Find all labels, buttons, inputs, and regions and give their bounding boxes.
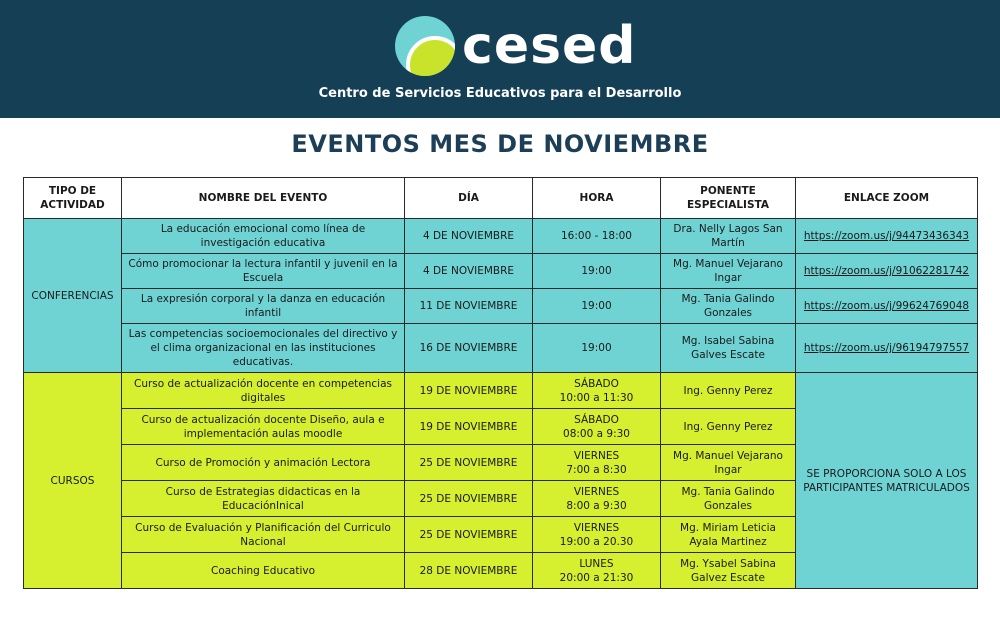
event-name: Curso de Estrategias didacticas en la EducaciónInical [122,481,405,517]
event-name: Las competencias socioemocionales del directivo y el clima organizacional en las instituciones educativas. [122,324,405,373]
event-hours: 7:00 a 8:30 [566,463,627,476]
event-hours: 10:00 a 11:30 [559,391,634,404]
courses-zoom-note: SE PROPORCIONA SOLO A LOS PARTICIPANTES MATRICULADOS [796,373,978,589]
activity-type-conferences: CONFERENCIAS [24,219,122,373]
event-time [533,481,661,517]
table-row [24,254,978,289]
brand-name: cesed [462,16,637,76]
header-banner [0,0,1000,118]
events-table [23,177,978,589]
event-time: 16:00 - 18:00 [533,219,661,254]
cesed-logo-icon [395,16,455,76]
header-activity-type: TIPO DE ACTIVIDAD [24,178,122,219]
event-speaker: Dra. Nelly Lagos San Martín [661,219,796,254]
event-weekday: SÁBADO [574,413,619,426]
event-speaker: Mg. Manuel Vejarano Ingar [661,445,796,481]
event-name: Curso de Promoción y animación Lectora [122,445,405,481]
event-weekday: VIERNES [573,449,620,462]
brand-subtitle: Centro de Servicios Educativos para el Desarrollo [318,86,682,101]
event-day: 25 DE NOVIEMBRE [405,517,533,553]
event-day: 4 DE NOVIEMBRE [405,219,533,254]
event-time [533,517,661,553]
event-time: 19:00 [533,254,661,289]
event-hours: 20:00 a 21:30 [559,571,634,584]
zoom-link[interactable]: https://zoom.us/j/94473436343 [803,230,970,242]
header-time: HORA [533,178,661,219]
zoom-link[interactable]: https://zoom.us/j/99624769048 [803,300,970,312]
activity-type-courses: CURSOS [24,373,122,589]
event-name: Curso de Evaluación y Planificación del Curriculo Nacional [122,517,405,553]
header-event-name: NOMBRE DEL EVENTO [122,178,405,219]
event-speaker: Ing. Genny Perez [661,409,796,445]
event-weekday: LUNES [579,557,614,570]
page-title: EVENTOS MES DE NOVIEMBRE [291,130,709,158]
event-day: 19 DE NOVIEMBRE [405,409,533,445]
table-row [24,289,978,324]
event-weekday: SÁBADO [574,377,619,390]
event-day: 4 DE NOVIEMBRE [405,254,533,289]
event-speaker: Mg. Ysabel Sabina Galvez Escate [661,553,796,589]
zoom-link[interactable]: https://zoom.us/j/91062281742 [803,265,970,277]
event-hours: 19:00 a 20.30 [559,535,634,548]
event-name: Cómo promocionar la lectura infantil y juvenil en la Escuela [122,254,405,289]
event-day: 28 DE NOVIEMBRE [405,553,533,589]
event-day: 16 DE NOVIEMBRE [405,324,533,373]
header-zoom-link: ENLACE ZOOM [796,178,978,219]
event-day: 25 DE NOVIEMBRE [405,445,533,481]
event-hours: 8:00 a 9:30 [566,499,627,512]
event-speaker: Mg. Miriam Leticia Ayala Martinez [661,517,796,553]
event-time [533,373,661,409]
zoom-link-cell [796,219,978,254]
event-time [533,409,661,445]
header-day: DÍA [405,178,533,219]
zoom-link-cell [796,254,978,289]
table-header-row [24,178,978,219]
event-weekday: VIERNES [573,521,620,534]
table-row [24,373,978,409]
table-row [24,219,978,254]
event-speaker: Mg. Tania Galindo Gonzales [661,289,796,324]
table-row [24,324,978,373]
event-time [533,553,661,589]
event-name: Curso de actualización docente Diseño, aula e implementación aulas moodle [122,409,405,445]
event-time [533,445,661,481]
event-day: 19 DE NOVIEMBRE [405,373,533,409]
event-name: La educación emocional como línea de investigación educativa [122,219,405,254]
event-speaker: Mg. Tania Galindo Gonzales [661,481,796,517]
event-day: 25 DE NOVIEMBRE [405,481,533,517]
event-time: 19:00 [533,324,661,373]
header-speaker: PONENTE ESPECIALISTA [661,178,796,219]
zoom-link-cell [796,289,978,324]
zoom-link-cell [796,324,978,373]
event-hours: 08:00 a 9:30 [563,427,630,440]
event-time: 19:00 [533,289,661,324]
event-weekday: VIERNES [573,485,620,498]
event-day: 11 DE NOVIEMBRE [405,289,533,324]
event-speaker: Mg. Isabel Sabina Galves Escate [661,324,796,373]
event-name: La expresión corporal y la danza en educación infantil [122,289,405,324]
event-speaker: Ing. Genny Perez [661,373,796,409]
event-name: Coaching Educativo [122,553,405,589]
event-name: Curso de actualización docente en competencias digitales [122,373,405,409]
zoom-link[interactable]: https://zoom.us/j/96194797557 [803,342,970,354]
event-speaker: Mg. Manuel Vejarano Ingar [661,254,796,289]
